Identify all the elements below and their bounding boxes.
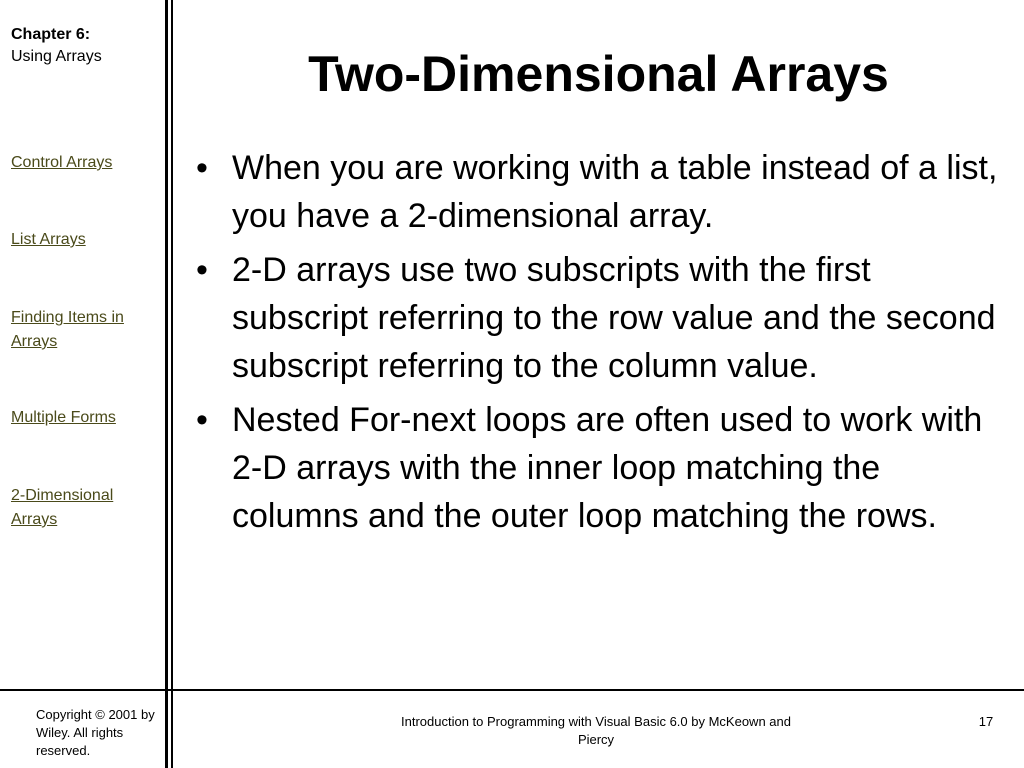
bullet-item	[196, 396, 1006, 540]
bullet-icon: •	[196, 401, 208, 439]
book-citation: Introduction to Programming with Visual Basic 6.0 by McKeown and Piercy	[401, 714, 791, 747]
page-number: 17	[978, 714, 994, 729]
chapter-heading	[11, 24, 102, 68]
bullet-list	[196, 144, 1006, 546]
bullet-item	[196, 144, 1006, 240]
bullet-text: Nested For-next loops are often used to work with 2-D arrays with the inner loop matching the columns and the outer loop matching the rows.	[232, 401, 983, 535]
nav-link-2d-arrays[interactable]: 2-Dimensional Arrays	[11, 487, 114, 528]
bullet-item	[196, 246, 1006, 390]
sidebar-divider-outer	[165, 0, 168, 768]
bullet-icon: •	[196, 251, 208, 289]
bullet-icon: •	[196, 149, 208, 187]
slide-title: Two-Dimensional Arrays	[308, 46, 889, 102]
footer-divider	[0, 689, 1024, 691]
sidebar-divider-inner	[171, 0, 173, 768]
nav-link-control-arrays[interactable]: Control Arrays	[11, 154, 113, 171]
bullet-text: 2-D arrays use two subscripts with the first subscript referring to the row value and the second subscript referring to the column value.	[232, 251, 996, 385]
chapter-number: Chapter 6:	[11, 26, 91, 43]
nav-link-list-arrays[interactable]: List Arrays	[11, 231, 86, 248]
sidebar	[0, 0, 164, 690]
copyright-notice: Copyright © 2001 by Wiley. All rights reserved.	[36, 707, 155, 758]
nav-link-finding-items[interactable]: Finding Items in Arrays	[11, 309, 124, 350]
bullet-text: When you are working with a table instead of a list, you have a 2-dimensional array.	[232, 149, 998, 235]
chapter-title: Using Arrays	[11, 48, 102, 65]
nav-link-multiple-forms[interactable]: Multiple Forms	[11, 409, 116, 426]
